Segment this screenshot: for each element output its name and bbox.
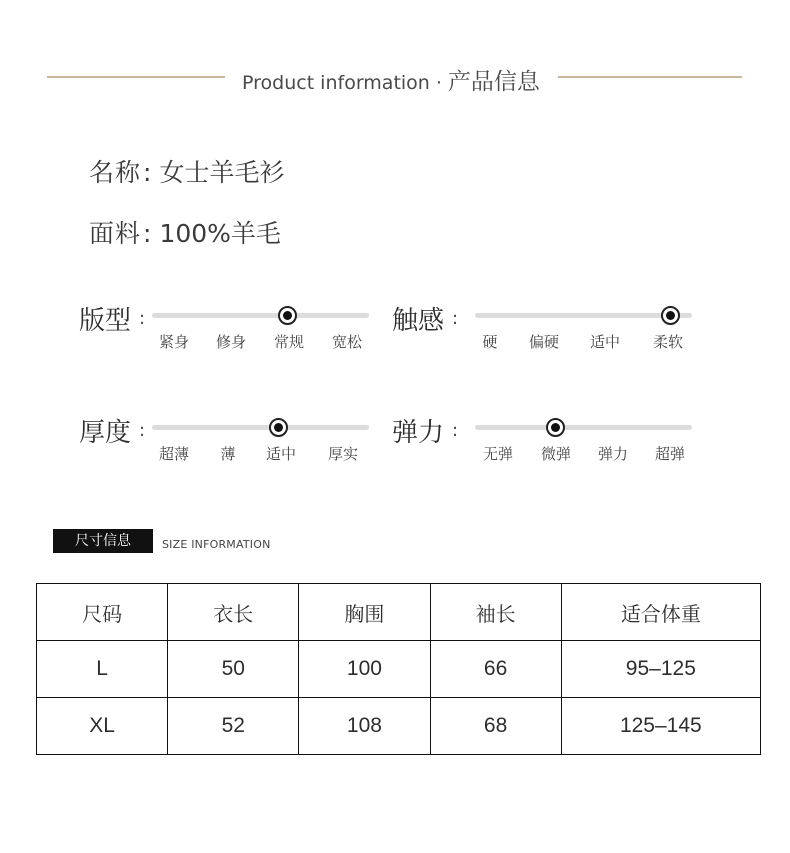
info-colon: :	[143, 158, 152, 187]
attribute-colon: :	[452, 420, 459, 441]
attribute-option: 薄	[220, 445, 236, 463]
attribute-name: 触感	[392, 306, 445, 336]
header-divider-left	[47, 76, 225, 78]
attribute-option: 常规	[273, 333, 305, 351]
attribute-name: 弹力	[392, 418, 445, 448]
size-table	[36, 583, 761, 755]
size-table-header: 适合体重	[561, 584, 760, 641]
table-cell: 52	[168, 698, 299, 755]
size-info-subtitle: SIZE INFORMATION	[162, 538, 271, 551]
attribute-track	[152, 425, 369, 430]
size-table-header: 衣长	[168, 584, 299, 641]
attribute-track	[475, 313, 692, 318]
attribute-colon: :	[452, 308, 459, 329]
info-key: 名称	[89, 158, 142, 187]
table-cell: 125–145	[561, 698, 760, 755]
size-info-badge: 尺寸信息	[53, 529, 153, 553]
info-row-name	[89, 153, 284, 189]
info-row-fabric	[89, 214, 281, 250]
attribute-option: 弹力	[597, 445, 629, 463]
attribute-knob	[278, 306, 297, 325]
attribute-colon: :	[139, 308, 146, 329]
attribute-option: 紧身	[158, 333, 190, 351]
attribute-option: 硬	[482, 333, 498, 351]
table-cell: 100	[299, 641, 430, 698]
info-value: 女士羊毛衫	[159, 158, 285, 187]
attribute-name: 版型	[79, 306, 132, 336]
section-title-zh: 产品信息	[447, 69, 540, 95]
table-cell: XL	[37, 698, 168, 755]
table-row	[37, 641, 761, 698]
attribute-colon: :	[139, 420, 146, 441]
attribute-option: 适中	[265, 445, 297, 463]
attribute-option: 超弹	[654, 445, 686, 463]
attribute-track	[152, 313, 369, 318]
section-title-en: Product information	[242, 72, 430, 94]
attribute-option: 偏硬	[528, 333, 560, 351]
attribute-name: 厚度	[79, 418, 132, 448]
attribute-option: 适中	[589, 333, 621, 351]
section-title	[242, 62, 540, 102]
table-cell: L	[37, 641, 168, 698]
table-cell: 95–125	[561, 641, 760, 698]
attribute-option: 柔软	[652, 333, 684, 351]
attribute-option: 无弹	[482, 445, 514, 463]
attribute-option: 宽松	[331, 333, 363, 351]
attribute-option: 厚实	[327, 445, 359, 463]
info-key: 面料	[89, 219, 142, 248]
table-row	[37, 698, 761, 755]
size-table-header: 袖长	[430, 584, 561, 641]
table-cell: 108	[299, 698, 430, 755]
attribute-knob	[269, 418, 288, 437]
attribute-option: 修身	[215, 333, 247, 351]
attribute-knob	[546, 418, 565, 437]
table-cell: 68	[430, 698, 561, 755]
info-colon: :	[143, 219, 152, 248]
attribute-fit	[79, 300, 399, 360]
attribute-thickness	[79, 412, 399, 472]
size-table-header: 尺码	[37, 584, 168, 641]
table-cell: 50	[168, 641, 299, 698]
attribute-option: 超薄	[158, 445, 190, 463]
attribute-track	[475, 425, 692, 430]
header-divider-right	[558, 76, 742, 78]
section-title-separator: ·	[435, 72, 442, 94]
attribute-knob	[661, 306, 680, 325]
size-table-header-row	[37, 584, 761, 641]
attribute-elasticity	[392, 412, 712, 472]
attribute-touch	[392, 300, 712, 360]
table-cell: 66	[430, 641, 561, 698]
info-value: 100%羊毛	[159, 219, 281, 248]
size-table-header: 胸围	[299, 584, 430, 641]
attribute-option: 微弹	[540, 445, 572, 463]
